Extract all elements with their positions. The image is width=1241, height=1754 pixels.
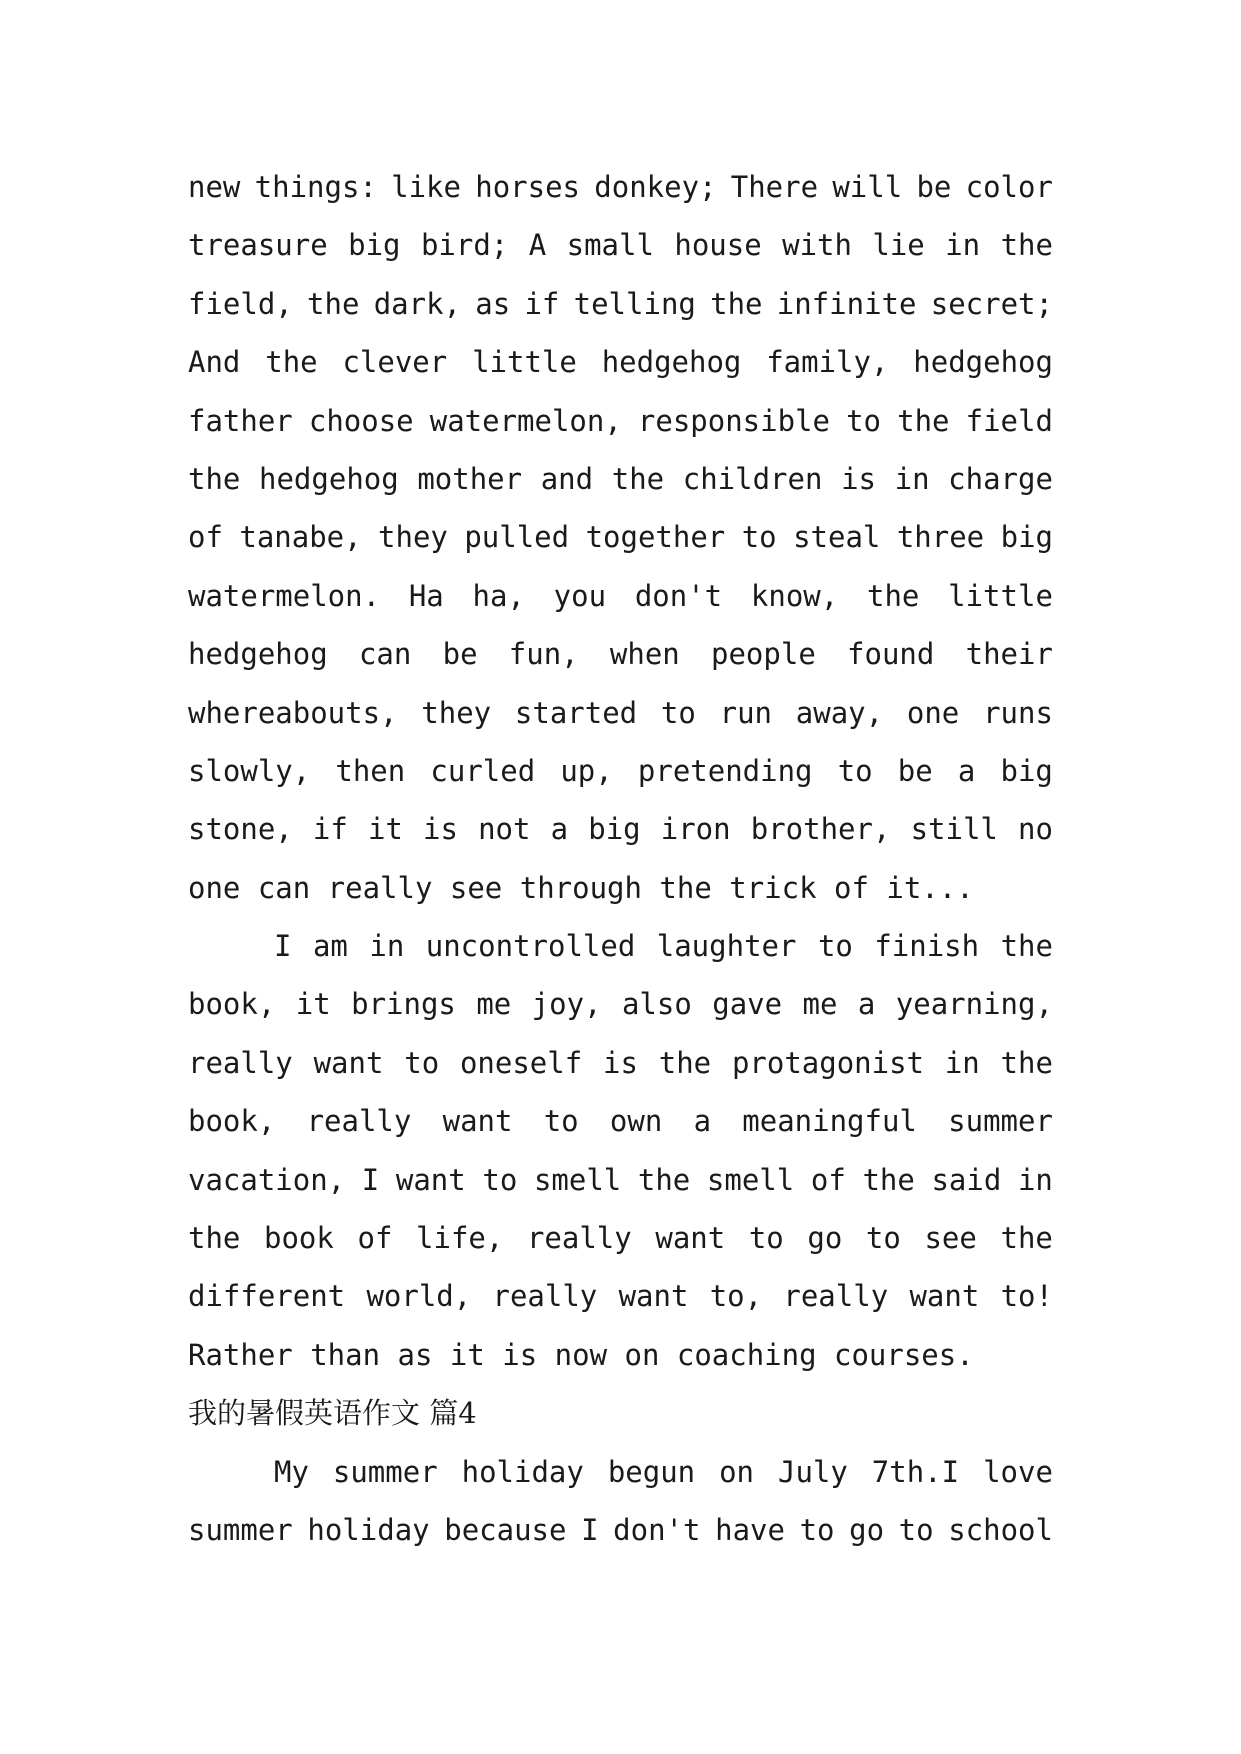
paragraph-3 — [188, 1443, 1053, 1560]
word: secret; — [930, 286, 1053, 321]
word: will — [832, 170, 903, 204]
text-line — [188, 216, 1053, 274]
word: choose — [308, 403, 414, 438]
word: to — [660, 695, 696, 730]
word: summer — [948, 1104, 1053, 1139]
word: brings — [351, 987, 456, 1022]
word: begun — [607, 1454, 696, 1489]
word: is — [841, 461, 876, 496]
word: oneself — [459, 1045, 583, 1080]
word: up, — [560, 753, 613, 788]
word: hedgehog — [913, 345, 1053, 380]
word: I — [361, 1162, 380, 1197]
word: mother — [417, 461, 523, 496]
word: their — [965, 637, 1053, 672]
word: you — [553, 578, 607, 613]
word: they — [378, 520, 448, 555]
word: when — [609, 637, 680, 672]
word: of — [810, 1162, 846, 1197]
word: father — [188, 403, 293, 438]
word: is — [603, 1045, 638, 1080]
word: really — [188, 1045, 293, 1080]
word: in — [894, 461, 930, 496]
word: want — [909, 1279, 980, 1314]
word: one — [906, 695, 960, 730]
word: in — [1017, 1162, 1053, 1197]
word: the — [611, 461, 665, 496]
word: then — [335, 753, 406, 788]
word: together — [585, 520, 726, 555]
word: finish — [874, 929, 980, 964]
word: small — [566, 228, 654, 263]
word: Ha — [408, 578, 444, 613]
word: children — [682, 461, 823, 496]
word: charge — [948, 461, 1053, 496]
word: yearning, — [895, 987, 1053, 1022]
word: can — [358, 637, 412, 672]
text-line — [188, 450, 1053, 508]
word: My — [274, 1454, 309, 1489]
word: it — [295, 987, 331, 1022]
section-heading: 我的暑假英语作文 篇4 — [188, 1396, 477, 1431]
word: color — [965, 170, 1053, 204]
text-line — [188, 1267, 1053, 1325]
word: a — [550, 812, 569, 847]
word: things: — [254, 170, 377, 204]
text-line — [188, 508, 1053, 566]
word: is — [423, 812, 458, 847]
word: house — [674, 228, 762, 263]
word: pretending — [637, 753, 813, 788]
word: the — [1000, 228, 1053, 263]
word: field, — [188, 286, 293, 321]
word: world, — [366, 1279, 472, 1314]
word: dark, — [373, 286, 461, 321]
word: not — [478, 812, 531, 847]
word: curled — [430, 753, 536, 788]
text-line — [188, 1443, 1053, 1501]
word: like — [391, 170, 461, 204]
word: found — [847, 637, 935, 672]
word: life, — [416, 1221, 504, 1256]
word: on — [719, 1454, 755, 1489]
word: uncontrolled — [425, 929, 636, 964]
word: three — [896, 520, 985, 555]
word: the — [862, 1162, 915, 1197]
word: love — [983, 1454, 1053, 1489]
word: they — [421, 695, 492, 730]
word: A — [528, 228, 547, 263]
text-line — [188, 275, 1053, 333]
word: to, — [709, 1279, 763, 1314]
word: to — [846, 403, 882, 438]
word: steal — [793, 520, 881, 555]
text-line — [188, 567, 1053, 625]
word: a — [693, 1104, 712, 1139]
word: to! — [1000, 1279, 1053, 1314]
word: hedgehog — [259, 461, 399, 496]
word: to — [898, 1512, 934, 1547]
word: holiday — [461, 1454, 584, 1489]
word: summer — [332, 1454, 438, 1489]
word: people — [711, 637, 816, 672]
word: ha, — [472, 578, 525, 613]
word: There — [730, 170, 819, 204]
word: whereabouts, — [188, 695, 398, 730]
text-line — [188, 975, 1053, 1033]
word: gave — [712, 987, 783, 1022]
word: I — [274, 929, 292, 964]
word: to — [817, 929, 853, 964]
word: have — [715, 1512, 785, 1547]
word: clever — [342, 345, 448, 380]
word: iron — [660, 812, 731, 847]
word: of — [357, 1221, 393, 1256]
text-line — [188, 158, 1053, 216]
word: of — [188, 520, 223, 555]
word: tanabe, — [239, 520, 362, 555]
word: the — [188, 461, 241, 496]
word: big — [1000, 520, 1053, 555]
word: the — [658, 1045, 712, 1080]
paragraph-1 — [188, 158, 1053, 917]
word: horses — [475, 170, 581, 204]
word: new — [188, 170, 241, 204]
text-line — [188, 1092, 1053, 1150]
text-line — [188, 333, 1053, 391]
word: the — [307, 286, 360, 321]
word: don't — [613, 1512, 701, 1547]
word: July — [777, 1454, 848, 1489]
text-line — [188, 917, 1053, 975]
word: to — [741, 520, 777, 555]
word: the — [188, 1221, 241, 1256]
word: the — [1000, 929, 1053, 964]
word: I — [581, 1512, 599, 1547]
word: smell — [533, 1162, 622, 1197]
word: if — [524, 286, 560, 321]
word: know, — [750, 578, 839, 613]
text-line — [188, 1209, 1053, 1267]
word: little — [948, 578, 1053, 613]
word: summer — [188, 1512, 293, 1547]
word: to — [482, 1162, 518, 1197]
word: be — [916, 170, 952, 204]
word: slowly, — [188, 753, 311, 788]
word: laughter — [656, 929, 797, 964]
word: it — [367, 812, 403, 847]
word: if — [312, 812, 348, 847]
word: run — [719, 695, 773, 730]
word: as — [475, 286, 511, 321]
text-line — [188, 684, 1053, 742]
word: joy, — [531, 987, 602, 1022]
word: don't — [634, 578, 723, 613]
text-line: Rather than as it is now on coaching courses. — [188, 1337, 974, 1372]
word: want — [442, 1104, 513, 1139]
word: little — [472, 345, 577, 380]
word: because — [444, 1512, 567, 1547]
text-line — [188, 1151, 1053, 1209]
word: watermelon. — [188, 578, 381, 613]
paragraph-2 — [188, 917, 1053, 1384]
text-line — [188, 1501, 1053, 1559]
word: the — [866, 578, 920, 613]
word: book, — [188, 1104, 276, 1139]
word: protagonist — [731, 1045, 924, 1080]
word: telling — [573, 286, 696, 321]
word: me — [802, 987, 838, 1022]
text-line — [188, 800, 1053, 858]
word: hedgehog — [601, 345, 742, 380]
word: lie — [872, 228, 925, 263]
word: runs — [983, 695, 1053, 730]
word: also — [621, 987, 692, 1022]
word: no — [1018, 812, 1053, 847]
word: want — [655, 1221, 726, 1256]
word: watermelon, — [429, 403, 622, 438]
word: fun, — [508, 637, 579, 672]
word: big — [348, 228, 401, 263]
word: to — [837, 753, 873, 788]
word: want — [313, 1045, 384, 1080]
word: the — [265, 345, 318, 380]
document-page — [188, 158, 1053, 1559]
word: bird; — [420, 228, 509, 263]
word: to — [799, 1512, 835, 1547]
word: in — [944, 1045, 980, 1080]
word: book, — [188, 987, 276, 1022]
word: in — [945, 228, 981, 263]
word: really — [306, 1104, 412, 1139]
word: me — [476, 987, 512, 1022]
word: own — [609, 1104, 663, 1139]
word: book — [264, 1221, 334, 1256]
word: field — [965, 403, 1053, 438]
word: responsible — [637, 403, 830, 438]
word: see — [924, 1221, 977, 1256]
text-line — [188, 1034, 1053, 1092]
word: 7th.I — [871, 1454, 960, 1489]
word: said — [931, 1162, 1002, 1197]
word: to — [748, 1221, 784, 1256]
text-line — [188, 742, 1053, 800]
word: family, — [766, 345, 889, 380]
word: am — [312, 929, 348, 964]
word: hedgehog — [188, 637, 328, 672]
word: the — [1000, 1221, 1053, 1256]
word: a — [957, 753, 976, 788]
word: go — [849, 1512, 885, 1547]
word: stone, — [188, 812, 293, 847]
word: away, — [795, 695, 884, 730]
word: infinite — [776, 286, 917, 321]
text-line: one can really see through the trick of it... — [188, 870, 974, 905]
word: want — [395, 1162, 466, 1197]
word: started — [514, 695, 638, 730]
word: the — [710, 286, 763, 321]
word: the — [1000, 1045, 1053, 1080]
word: in — [369, 929, 405, 964]
word: different — [188, 1279, 346, 1314]
word: still — [910, 812, 998, 847]
text-line — [188, 392, 1053, 450]
word: pulled — [464, 520, 570, 555]
word: holiday — [307, 1512, 430, 1547]
word: to — [404, 1045, 440, 1080]
word: the — [637, 1162, 691, 1197]
word: treasure — [188, 228, 328, 263]
word: meaningful — [742, 1104, 917, 1139]
word: and — [540, 461, 594, 496]
word: brother, — [750, 812, 891, 847]
word: be — [897, 753, 933, 788]
word: to — [543, 1104, 579, 1139]
text-line — [188, 625, 1053, 683]
word: with — [782, 228, 852, 263]
word: be — [442, 637, 478, 672]
word: vacation, — [188, 1162, 346, 1197]
word: donkey; — [594, 170, 717, 204]
word: a — [857, 987, 876, 1022]
word: smell — [706, 1162, 795, 1197]
word: go — [807, 1221, 843, 1256]
word: big — [588, 812, 641, 847]
word: And — [188, 345, 241, 380]
word: the — [897, 403, 950, 438]
word: to — [865, 1221, 901, 1256]
word: big — [1000, 753, 1053, 788]
word: really — [783, 1279, 889, 1314]
word: school — [948, 1512, 1053, 1547]
word: want — [618, 1279, 689, 1314]
word: really — [526, 1221, 632, 1256]
word: really — [492, 1279, 598, 1314]
